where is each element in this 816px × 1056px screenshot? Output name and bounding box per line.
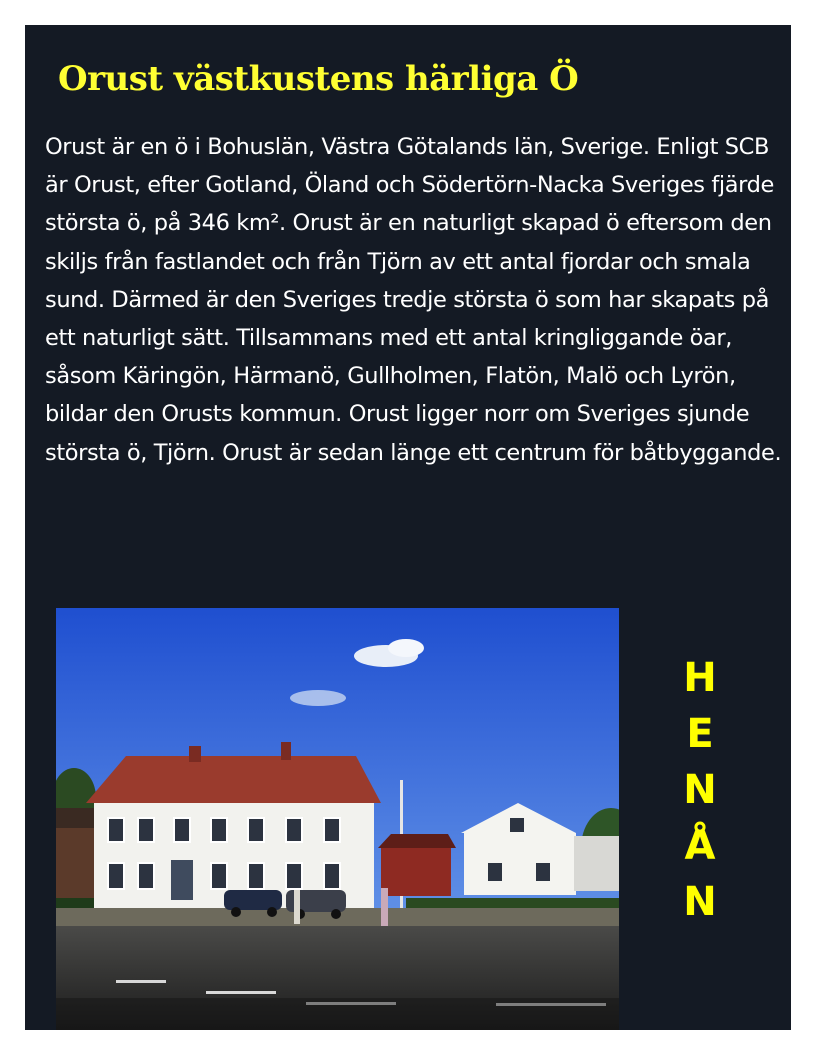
place-letter: N <box>683 879 717 925</box>
page-title: Orust västkustens härliga Ö <box>58 59 579 99</box>
place-letter: Å <box>684 823 716 869</box>
body-paragraph: Orust är en ö i Bohuslän, Västra Götalands län, Sverige. Enligt SCB är Orust, efter Gotland, Öland och Södertörn-Nacka Sveriges fjärde största ö, på 346 km². Orust är en naturligt skapad ö eftersom den skiljs från fastlandet och från Tjörn av ett antal fjordar och smala sund. Därmed är den Sveriges tredje största ö som har skapats på ett naturligt sätt. Tillsammans med ett antal kringliggande öar, såsom Käringön, Härmanö, Gullholmen, Flatön, Malö och Lyrön, bildar den Orusts kommun. Orust ligger norr om Sveriges sjunde största ö, Tjörn. Orust är sedan länge ett centrum för båtbyggande. <box>45 134 782 466</box>
place-letter: N <box>683 767 717 813</box>
vertical-place-name <box>670 650 730 930</box>
village-photo <box>56 608 619 1030</box>
place-letter: H <box>683 655 717 701</box>
place-letter: E <box>686 711 714 757</box>
slide-page <box>25 25 791 1030</box>
